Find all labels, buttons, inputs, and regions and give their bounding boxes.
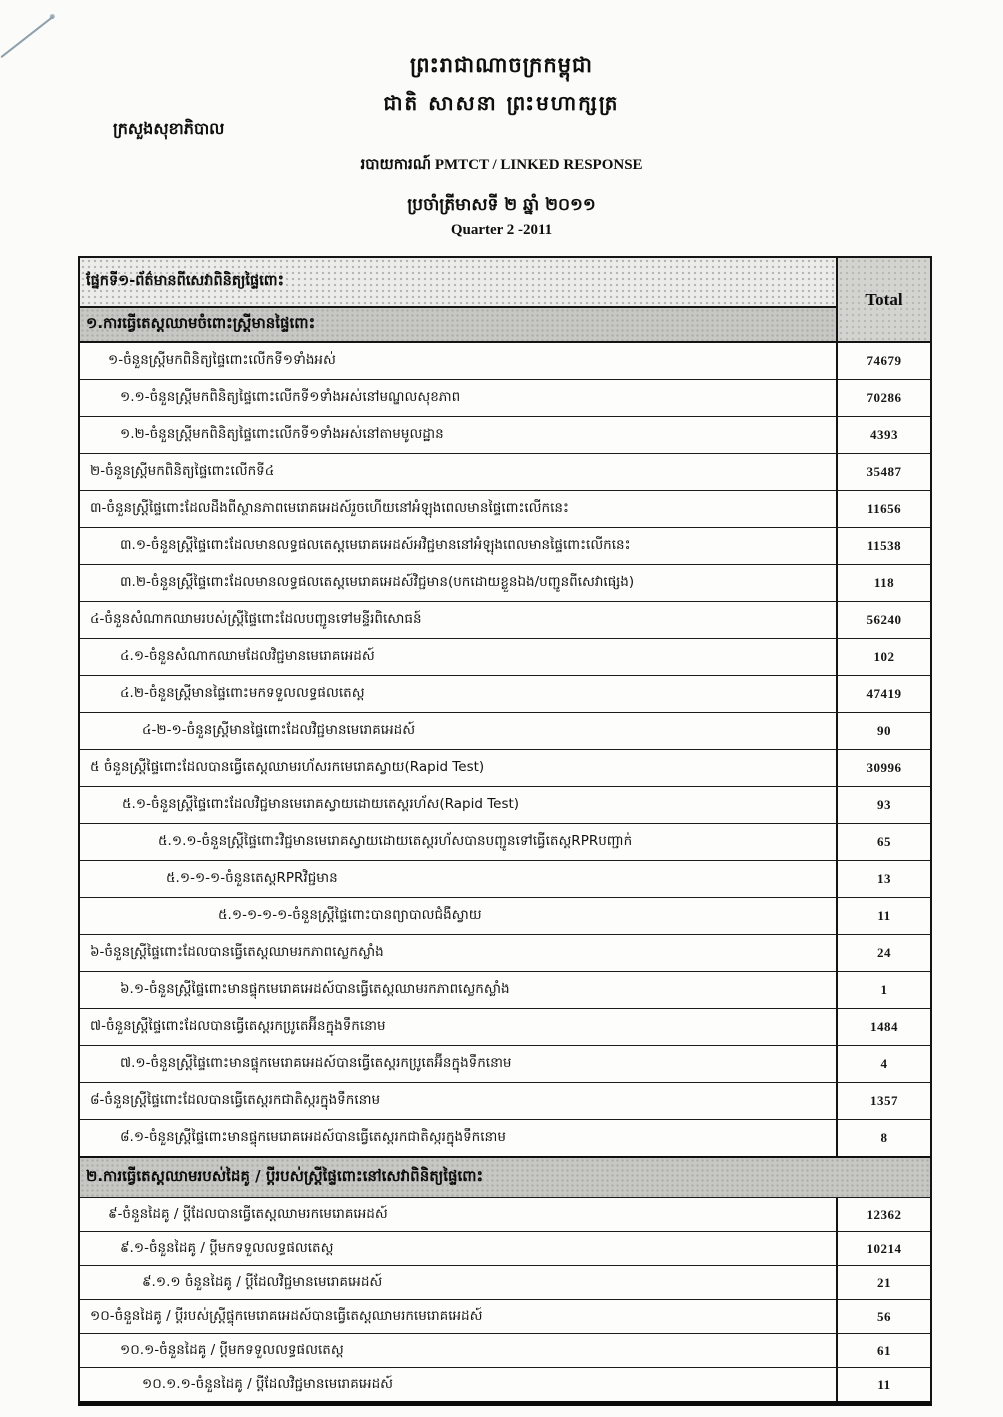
row-value: 21 — [836, 1266, 930, 1299]
row-value: 11538 — [836, 528, 930, 564]
row-value: 47419 — [836, 676, 930, 712]
table-row — [80, 786, 930, 823]
table-row — [80, 1231, 930, 1265]
row-label: ១.២-ចំនួនស្ត្រីមកពិនិត្យផ្ទៃពោះលើកទី១ទាំងអស់នៅតាមមូលដ្ឋាន — [120, 426, 444, 442]
table-row — [80, 416, 930, 453]
table-row — [80, 971, 930, 1008]
section-header-2: ២.ការធ្វើតេស្ដឈាមរបស់ដៃគូ / ប្ដីរបស់ស្ត្រីផ្ទៃពោះនៅសេវាពិនិត្យផ្ទៃពោះ — [80, 1156, 930, 1197]
row-label: ១០.១.១-ចំនួនដៃគូ / ប្ដីដែលវិជ្ជមានមេរោគអេដស៍ — [142, 1375, 394, 1392]
page-title-kingdom: ព្រះរាជាណាចក្រកម្ពុជា — [409, 53, 593, 77]
row-value: 56 — [836, 1300, 930, 1333]
table-row — [80, 490, 930, 527]
row-label: ១.១-ចំនួនស្ត្រីមកពិនិត្យផ្ទៃពោះលើកទី១ទាំងអស់នៅមណ្ឌលសុខភាព — [120, 389, 461, 405]
part-title-header: ផ្នែកទី១-ព័ត៌មានពីសេវាពិនិត្យផ្ទៃពោះ — [80, 258, 836, 308]
row-label: ៥.១-១-១-១-ចំនួនស្ត្រីផ្ទៃពោះបានព្យាបាលជំងឺស្វាយ — [218, 907, 482, 923]
row-label: ៦-ចំនួនស្ត្រីផ្ទៃពោះដែលបានធ្វើតេស្ដឈាមរកភាពស្លេកស្លាំង — [90, 944, 384, 960]
table-row — [80, 1197, 930, 1231]
table-row — [80, 1265, 930, 1299]
row-value: 74679 — [836, 343, 930, 379]
row-label: ២-ចំនួនស្ត្រីមកពិនិត្យផ្ទៃពោះលើកទី៤ — [90, 463, 275, 479]
table-row — [80, 453, 930, 490]
row-value: 12362 — [836, 1198, 930, 1231]
row-label: ១-ចំនួនស្ត្រីមកពិនិត្យផ្ទៃពោះលើកទី១ទាំងអស់ — [108, 352, 336, 368]
table-row — [80, 1119, 930, 1156]
table-row — [80, 1082, 930, 1119]
row-label: ៤.១-ចំនួនសំណាកឈាមដែលវិជ្ជមានមេរោគអេដស៍ — [120, 648, 375, 664]
row-label: ១០-ចំនួនដៃគូ / ប្ដីរបស់ស្ត្រីផ្ទុកមេរោគអេដស៍បានធ្វើតេស្ដឈាមរកមេរោគអេដស៍ — [90, 1307, 483, 1324]
row-value: 11656 — [836, 491, 930, 527]
row-label: ៥.១.១-ចំនួនស្ត្រីផ្ទៃពោះវិជ្ជមានមេរោគស្វាយដោយតេស្ដរហ័សបានបញ្ជូនទៅធ្វើតេស្ដRPRបញ្ជាក់ — [158, 833, 633, 849]
row-label: ៥.១-១-១-ចំនួនតេស្ដRPRវិជ្ជមាន — [166, 870, 338, 886]
table-row — [80, 1008, 930, 1045]
table-row — [80, 564, 930, 601]
row-label: ៤.២-ចំនួនស្ត្រីមានផ្ទៃពោះមកទទួលលទ្ធផលតេស្ដ — [120, 685, 365, 701]
row-value: 1357 — [836, 1083, 930, 1119]
report-table-body — [80, 343, 930, 1401]
table-row — [80, 897, 930, 934]
row-value: 65 — [836, 824, 930, 860]
table-header — [80, 258, 930, 343]
row-value: 11 — [836, 1368, 930, 1401]
table-row — [80, 1333, 930, 1367]
row-value: 11 — [836, 898, 930, 934]
row-label: ៣.១-ចំនួនស្ត្រីផ្ទៃពោះដែលមានលទ្ធផលតេស្ដមេរោគអេដស៍អវិជ្ជមាននៅអំឡុងពេលមានផ្ទៃពោះលើកនេះ — [120, 537, 631, 553]
row-label: ៩-ចំនួនដៃគូ / ប្ដីដែលបានធ្វើតេស្ដឈាមរកមេរោគអេដស៍ — [108, 1205, 388, 1222]
row-label: ៨-ចំនួនស្ត្រីផ្ទៃពោះដែលបានធ្វើតេស្ដរកជាតិស្ករក្នុងទឹកនោម — [90, 1092, 381, 1108]
row-value: 118 — [836, 565, 930, 601]
table-header-left — [80, 258, 836, 341]
report-title: របាយការណ៍ PMTCT / LINKED RESPONSE — [360, 157, 643, 173]
row-label: ៤-២-១-ចំនួនស្ត្រីមានផ្ទៃពោះដែលវិជ្ជមានមេរោគអេដស៍ — [142, 722, 416, 738]
row-label: ៩.១.១ ចំនួនដៃគូ / ប្ដីដែលវិជ្ជមានមេរោគអេដស៍ — [142, 1273, 383, 1290]
row-label: ៣.២-ចំនួនស្ត្រីផ្ទៃពោះដែលមានលទ្ធផលតេស្ដមេរោគអេដស៍វិជ្ជមាន(បកដោយខ្លួនឯង/បញ្ជូនពីសេវាផ្សេង) — [120, 574, 635, 590]
table-row — [80, 675, 930, 712]
row-value: 93 — [836, 787, 930, 823]
total-column-header: Total — [836, 258, 930, 341]
row-value: 8 — [836, 1120, 930, 1156]
row-label: ៩.១-ចំនួនដៃគូ / ប្ដីមកទទួលលទ្ធផលតេស្ដ — [120, 1239, 334, 1256]
row-value: 1 — [836, 972, 930, 1008]
table-row — [80, 934, 930, 971]
row-label: ៣-ចំនួនស្ត្រីផ្ទៃពោះដែលដឹងពីស្ថានភាពមេរោគអេដស៍រួចហើយនៅអំឡុងពេលមានផ្ទៃពោះលើកនេះ — [90, 500, 569, 516]
row-label: ៥ ចំនួនស្ត្រីផ្ទៃពោះដែលបានធ្វើតេស្ដឈាមរហ័សរកមេរោគស្វាយ(Rapid Test) — [90, 759, 485, 775]
table-row — [80, 638, 930, 675]
row-label: ៤-ចំនួនសំណាកឈាមរបស់ស្ត្រីផ្ទៃពោះដែលបញ្ជូនទៅមន្ទីរពិសោធន៍ — [90, 611, 422, 627]
table-row — [80, 860, 930, 897]
row-value: 1484 — [836, 1009, 930, 1045]
row-value: 61 — [836, 1334, 930, 1367]
row-value: 102 — [836, 639, 930, 675]
quarter-khmer-label: ប្រចាំត្រីមាសទី ២ ឆ្នាំ ២០១១ — [407, 195, 596, 215]
table-row — [80, 1367, 930, 1401]
row-value: 4 — [836, 1046, 930, 1082]
row-value: 56240 — [836, 602, 930, 638]
table-row — [80, 1299, 930, 1333]
ministry-label: ក្រសួងសុខាភិបាល — [113, 119, 225, 138]
table-row — [80, 749, 930, 786]
page-title-motto: ជាតិ សាសនា ព្រះមហាក្សត្រ — [383, 91, 620, 115]
table-row — [80, 379, 930, 416]
row-value: 24 — [836, 935, 930, 971]
row-label: ៧-ចំនួនស្ត្រីផ្ទៃពោះដែលបានធ្វើតេស្ដរកប្រូតេអ៊ីនក្នុងទឹកនោម — [90, 1018, 386, 1034]
row-label: ១០.១-ចំនួនដៃគូ / ប្ដីមកទទួលលទ្ធផលតេស្ដ — [120, 1341, 344, 1358]
table-row — [80, 601, 930, 638]
row-value: 4393 — [836, 417, 930, 453]
row-label: ៨.១-ចំនួនស្ត្រីផ្ទៃពោះមានផ្ទុកមេរោគអេដស៍បានធ្វើតេស្ដរកជាតិស្ករក្នុងទឹកនោម — [120, 1129, 506, 1145]
table-row — [80, 343, 930, 379]
row-value: 30996 — [836, 750, 930, 786]
row-value: 90 — [836, 713, 930, 749]
table-row — [80, 527, 930, 564]
row-value: 35487 — [836, 454, 930, 490]
row-value: 70286 — [836, 380, 930, 416]
row-label: ៧.១-ចំនួនស្ត្រីផ្ទៃពោះមានផ្ទុកមេរោគអេដស៍បានធ្វើតេស្ដរកប្រូតេអ៊ីនក្នុងទឹកនោម — [120, 1055, 512, 1071]
row-label: ៥.១-ចំនួនស្ត្រីផ្ទៃពោះដែលវិជ្ជមានមេរោគស្វាយដោយតេស្ដរហ័ស(Rapid Test) — [122, 796, 520, 812]
table-row — [80, 712, 930, 749]
section-header-1: ១.ការធ្វើតេស្ដឈាមចំពោះស្ត្រីមានផ្ទៃពោះ — [80, 308, 836, 341]
table-row — [80, 823, 930, 860]
quarter-english-label: Quarter 2 -2011 — [450, 222, 553, 238]
report-table — [78, 256, 932, 1406]
table-row — [80, 1045, 930, 1082]
row-label: ៦.១-ចំនួនស្ត្រីផ្ទៃពោះមានផ្ទុកមេរោគអេដស៍បានធ្វើតេស្ដឈាមរកភាពស្លេកស្លាំង — [120, 981, 510, 997]
row-value: 13 — [836, 861, 930, 897]
row-value: 10214 — [836, 1232, 930, 1265]
